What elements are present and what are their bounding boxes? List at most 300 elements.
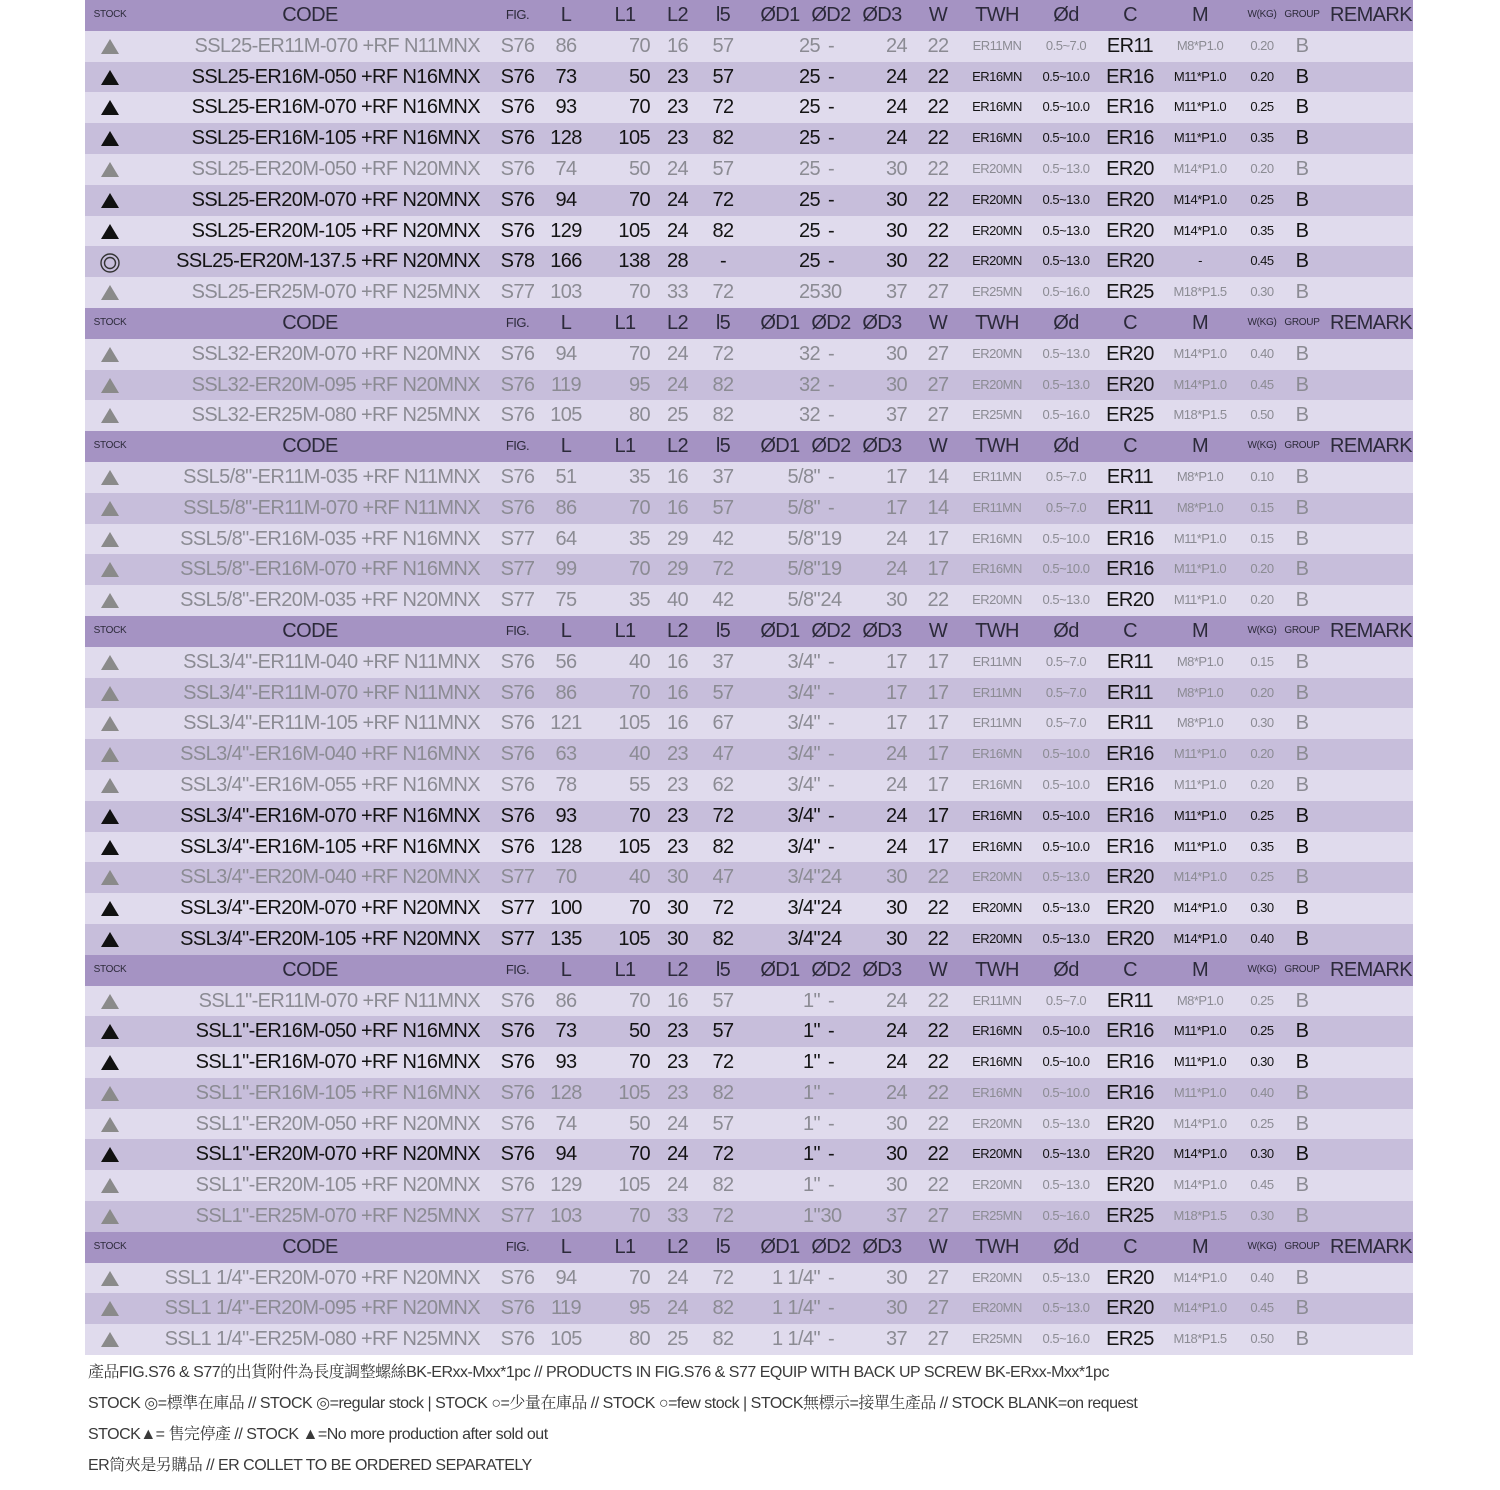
cell-twh: ER20MN	[972, 592, 1022, 608]
cell-l: 64	[555, 527, 577, 550]
cell-twh: ER11MN	[972, 992, 1022, 1008]
cell-l5: 57	[712, 681, 734, 704]
cell-w: 22	[927, 1174, 949, 1197]
cell-c: ER20	[1106, 342, 1154, 365]
header-remark: REMARK	[1330, 1235, 1412, 1258]
cell-group: B	[1295, 712, 1309, 735]
cell-w: 17	[927, 804, 949, 827]
cell-fig: S77	[500, 1205, 535, 1228]
cell-wkg: 0.45	[1250, 253, 1274, 269]
header-c: C	[1123, 619, 1137, 642]
cell-wkg: 0.25	[1250, 992, 1274, 1008]
cell-wkg: 0.15	[1250, 653, 1274, 669]
triangle-gray-icon	[85, 400, 135, 431]
cell-c: ER16	[1106, 96, 1154, 119]
cell-l5: 82	[712, 1297, 734, 1320]
cell-wkg: 0.25	[1250, 1115, 1274, 1131]
cell-fig: S76	[500, 496, 535, 519]
cell-d3: 30	[885, 188, 907, 211]
cell-d1: 25	[798, 281, 820, 304]
cell-d1: 25	[798, 127, 820, 150]
cell-wkg: 0.40	[1250, 1084, 1274, 1100]
cell-d2: -	[827, 804, 835, 827]
cell-d2: -	[827, 1266, 835, 1289]
cell-d3: 24	[885, 989, 907, 1012]
cell-remark	[1330, 862, 1412, 893]
cell-d3: 24	[885, 773, 907, 796]
cell-l: 105	[550, 1328, 582, 1351]
cell-w: 17	[927, 712, 949, 735]
cell-l1: 105	[618, 1081, 650, 1104]
header-group: GROUP	[1284, 316, 1320, 328]
header-l1: L1	[614, 435, 636, 458]
header-d2: ØD2	[811, 1235, 851, 1258]
cell-code: SSL3/4"-ER16M-070 +RF N16MNX	[180, 804, 480, 827]
cell-dd: 0.5~13.0	[1042, 1300, 1090, 1316]
cell-m: M11*P1.0	[1173, 1054, 1227, 1070]
cell-l1: 70	[628, 188, 650, 211]
cell-m: M11*P1.0	[1173, 561, 1227, 577]
header-code: CODE	[282, 619, 338, 642]
cell-w: 22	[927, 219, 949, 242]
header-l: L	[560, 958, 572, 981]
cell-d3: 24	[885, 835, 907, 858]
cell-l1: 70	[628, 281, 650, 304]
header-d2: ØD2	[811, 311, 851, 334]
cell-group: B	[1295, 1020, 1309, 1043]
triangle-gray-icon	[85, 647, 135, 678]
header-fig: FIG.	[505, 1238, 530, 1254]
cell-m: M8*P1.0	[1176, 499, 1224, 515]
cell-twh: ER16MN	[972, 561, 1022, 577]
cell-m: M8*P1.0	[1176, 653, 1224, 669]
cell-d2: -	[827, 650, 835, 673]
cell-fig: S76	[500, 1143, 535, 1166]
cell-twh: ER11MN	[972, 715, 1022, 731]
table-row	[85, 277, 1413, 308]
header-l2: L2	[666, 4, 689, 26]
cell-d1: 3/4"	[787, 681, 820, 704]
cell-d1: 3/4"	[787, 712, 820, 735]
cell-twh: ER11MN	[972, 37, 1022, 53]
cell-dd: 0.5~10.0	[1042, 1084, 1090, 1100]
cell-remark	[1330, 986, 1412, 1017]
cell-wkg: 0.20	[1250, 746, 1274, 762]
table-header-row	[85, 431, 1413, 462]
cell-l5: 72	[712, 1205, 734, 1228]
cell-w: 22	[927, 866, 949, 889]
cell-l: 51	[555, 465, 577, 488]
cell-remark	[1330, 1047, 1412, 1078]
table-row	[85, 801, 1413, 832]
cell-dd: 0.5~13.0	[1042, 900, 1090, 916]
cell-group: B	[1295, 927, 1309, 950]
cell-c: ER16	[1106, 743, 1154, 766]
header-d1: ØD1	[760, 619, 800, 642]
cell-w: 27	[927, 1297, 949, 1320]
cell-twh: ER20MN	[972, 376, 1022, 392]
cell-m: M11*P1.0	[1173, 746, 1227, 762]
cell-d3: 17	[885, 650, 907, 673]
cell-remark	[1330, 462, 1412, 493]
cell-d2: 19	[820, 558, 842, 581]
cell-c: ER16	[1106, 804, 1154, 827]
cell-d2: -	[827, 373, 835, 396]
cell-code: SSL25-ER20M-137.5 +RF N20MNX	[176, 250, 480, 273]
cell-l: 166	[550, 250, 582, 273]
cell-l2: 24	[666, 342, 689, 365]
triangle-gray-icon	[85, 1263, 135, 1294]
cell-l5: 57	[712, 989, 734, 1012]
cell-fig: S77	[500, 927, 535, 950]
cell-remark	[1330, 154, 1412, 185]
header-fig: FIG.	[505, 438, 530, 454]
triangle-gray-icon	[85, 1170, 135, 1201]
cell-w: 27	[927, 373, 949, 396]
cell-w: 17	[927, 558, 949, 581]
cell-wkg: 0.30	[1250, 1208, 1274, 1224]
cell-twh: ER16MN	[972, 1023, 1022, 1039]
cell-l2: 23	[666, 773, 689, 796]
cell-m: M11*P1.0	[1173, 99, 1227, 115]
cell-group: B	[1295, 835, 1309, 858]
header-d3: ØD3	[862, 1235, 902, 1258]
cell-fig: S76	[500, 1174, 535, 1197]
cell-l1: 70	[628, 681, 650, 704]
cell-m: M8*P1.0	[1176, 684, 1224, 700]
header-c: C	[1123, 311, 1137, 334]
cell-wkg: 0.40	[1250, 930, 1274, 946]
cell-l5: 62	[712, 773, 734, 796]
cell-l1: 70	[628, 1205, 650, 1228]
cell-wkg: 0.45	[1250, 1300, 1274, 1316]
cell-l2: 16	[666, 465, 689, 488]
triangle-gray-icon	[85, 708, 135, 739]
cell-dd: 0.5~16.0	[1042, 407, 1090, 423]
cell-d3: 24	[885, 1081, 907, 1104]
header-d2: ØD2	[811, 435, 851, 458]
header-group: GROUP	[1284, 624, 1320, 636]
cell-l1: 70	[628, 342, 650, 365]
cell-l: 86	[555, 34, 577, 57]
header-m: M	[1191, 619, 1209, 642]
cell-dd: 0.5~7.0	[1045, 992, 1087, 1008]
cell-l5: 72	[712, 897, 734, 920]
cell-d2: -	[827, 1020, 835, 1043]
cell-wkg: 0.50	[1250, 407, 1274, 423]
cell-group: B	[1295, 589, 1309, 612]
cell-dd: 0.5~7.0	[1045, 499, 1087, 515]
header-w: W	[928, 1235, 948, 1258]
cell-l1: 80	[628, 1328, 650, 1351]
cell-code: SSL25-ER16M-070 +RF N16MNX	[191, 96, 480, 119]
header-fig: FIG.	[505, 622, 530, 638]
header-l: L	[560, 311, 572, 334]
cell-code: SSL1"-ER16M-050 +RF N16MNX	[195, 1020, 480, 1043]
header-l5: l5	[715, 4, 731, 26]
cell-remark	[1330, 770, 1412, 801]
header-c: C	[1123, 4, 1137, 26]
cell-twh: ER20MN	[972, 1146, 1022, 1162]
cell-remark	[1330, 585, 1412, 616]
cell-l2: 23	[666, 127, 689, 150]
cell-m: M14*P1.0	[1173, 900, 1227, 916]
cell-c: ER11	[1106, 681, 1154, 704]
header-l: L	[560, 435, 572, 458]
cell-d1: 25	[798, 34, 820, 57]
cell-l1: 138	[618, 250, 650, 273]
cell-fig: S76	[500, 342, 535, 365]
cell-d2: -	[827, 1081, 835, 1104]
cell-l5: 82	[712, 1081, 734, 1104]
header-remark: REMARK	[1330, 435, 1412, 458]
cell-l: 93	[555, 1051, 577, 1074]
header-stock: STOCK	[93, 963, 127, 975]
cell-group: B	[1295, 496, 1309, 519]
cell-twh: ER11MN	[972, 468, 1022, 484]
cell-l2: 24	[666, 219, 689, 242]
cell-wkg: 0.30	[1250, 900, 1274, 916]
cell-twh: ER20MN	[972, 253, 1022, 269]
header-twh: TWH	[975, 958, 1019, 981]
cell-dd: 0.5~16.0	[1042, 1331, 1090, 1347]
cell-d3: 24	[885, 1020, 907, 1043]
cell-c: ER20	[1106, 188, 1154, 211]
cell-d1: 1 1/4"	[772, 1266, 820, 1289]
cell-w: 22	[927, 1020, 949, 1043]
cell-w: 17	[927, 773, 949, 796]
cell-l: 93	[555, 804, 577, 827]
cell-l1: 105	[618, 219, 650, 242]
cell-l1: 105	[618, 927, 650, 950]
table-row	[85, 1016, 1413, 1047]
header-d2: ØD2	[811, 619, 851, 642]
cell-dd: 0.5~13.0	[1042, 191, 1090, 207]
cell-l2: 23	[666, 1020, 689, 1043]
cell-d2: 30	[820, 1205, 842, 1228]
cell-l5: 67	[712, 712, 734, 735]
cell-c: ER20	[1106, 897, 1154, 920]
cell-l5: 57	[712, 34, 734, 57]
cell-m: M11*P1.0	[1173, 68, 1227, 84]
cell-c: ER16	[1106, 65, 1154, 88]
cell-c: ER25	[1106, 1205, 1154, 1228]
cell-wkg: 0.20	[1250, 592, 1274, 608]
cell-wkg: 0.20	[1250, 37, 1274, 53]
header-w: W	[928, 958, 948, 981]
triangle-gray-icon	[85, 678, 135, 709]
cell-w: 27	[927, 404, 949, 427]
cell-wkg: 0.20	[1250, 561, 1274, 577]
cell-code: SSL3/4"-ER11M-105 +RF N11MNX	[183, 712, 480, 735]
cell-twh: ER16MN	[972, 530, 1022, 546]
cell-dd: 0.5~10.0	[1042, 776, 1090, 792]
cell-d2: -	[827, 250, 835, 273]
cell-code: SSL3/4"-ER11M-070 +RF N11MNX	[183, 681, 480, 704]
cell-l: 74	[555, 1112, 577, 1135]
cell-l: 73	[555, 65, 577, 88]
note-stock-legend: STOCK ◎=標準在庫品 // STOCK ◎=regular stock | STOCK ○=少量在庫品 // STOCK ○=few stock | STOCK無標示=接單生產品 // STOCK BLANK=on request	[88, 1395, 1138, 1412]
cell-d2: 30	[820, 281, 842, 304]
cell-code: SSL32-ER20M-070 +RF N20MNX	[191, 342, 480, 365]
cell-c: ER20	[1106, 1297, 1154, 1320]
cell-fig: S78	[500, 250, 535, 273]
header-remark: REMARK	[1330, 958, 1412, 981]
cell-l: 86	[555, 681, 577, 704]
cell-dd: 0.5~13.0	[1042, 1146, 1090, 1162]
cell-remark	[1330, 647, 1412, 678]
cell-remark	[1330, 400, 1412, 431]
header-code: CODE	[282, 958, 338, 981]
cell-l1: 70	[628, 1266, 650, 1289]
cell-d3: 30	[885, 219, 907, 242]
cell-remark	[1330, 739, 1412, 770]
header-dd: Ød	[1053, 1235, 1079, 1258]
cell-m: M11*P1.0	[1173, 776, 1227, 792]
cell-l: 129	[550, 1174, 582, 1197]
table-row	[85, 585, 1413, 616]
cell-l2: 24	[666, 1266, 689, 1289]
header-dd: Ød	[1053, 619, 1079, 642]
cell-d2: -	[827, 835, 835, 858]
table-row	[85, 1139, 1413, 1170]
cell-remark	[1330, 370, 1412, 401]
cell-c: ER16	[1106, 1081, 1154, 1104]
cell-d2: -	[827, 404, 835, 427]
cell-l2: 40	[666, 589, 689, 612]
cell-l1: 40	[628, 866, 650, 889]
triangle-gray-icon	[85, 462, 135, 493]
cell-wkg: 0.25	[1250, 807, 1274, 823]
cell-d1: 3/4"	[787, 804, 820, 827]
cell-twh: ER11MN	[972, 653, 1022, 669]
table-row	[85, 62, 1413, 93]
cell-wkg: 0.15	[1250, 499, 1274, 515]
cell-remark	[1330, 1078, 1412, 1109]
cell-remark	[1330, 31, 1412, 62]
cell-d3: 30	[885, 1266, 907, 1289]
cell-d3: 37	[885, 1328, 907, 1351]
cell-m: M18*P1.5	[1173, 1208, 1227, 1224]
triangle-black-icon	[85, 893, 135, 924]
cell-dd: 0.5~10.0	[1042, 1054, 1090, 1070]
cell-twh: ER20MN	[972, 160, 1022, 176]
cell-l5: 57	[712, 65, 734, 88]
triangle-gray-icon	[85, 154, 135, 185]
cell-twh: ER20MN	[972, 1269, 1022, 1285]
header-l5: l5	[715, 435, 731, 458]
cell-l1: 50	[628, 157, 650, 180]
cell-group: B	[1295, 465, 1309, 488]
cell-fig: S77	[500, 281, 535, 304]
cell-dd: 0.5~13.0	[1042, 1269, 1090, 1285]
cell-l5: 57	[712, 1112, 734, 1135]
cell-wkg: 0.30	[1250, 284, 1274, 300]
cell-d2: -	[827, 1112, 835, 1135]
cell-d2: -	[827, 773, 835, 796]
header-dd: Ød	[1053, 311, 1079, 334]
cell-fig: S77	[500, 589, 535, 612]
cell-l5: 82	[712, 404, 734, 427]
cell-twh: ER20MN	[972, 930, 1022, 946]
cell-l1: 35	[628, 527, 650, 550]
cell-d1: 25	[798, 219, 820, 242]
header-d3: ØD3	[862, 4, 902, 26]
cell-c: ER16	[1106, 835, 1154, 858]
cell-d3: 17	[885, 681, 907, 704]
cell-dd: 0.5~13.0	[1042, 869, 1090, 885]
cell-group: B	[1295, 1328, 1309, 1351]
cell-w: 22	[927, 989, 949, 1012]
cell-code: SSL5/8"-ER16M-035 +RF N16MNX	[180, 527, 480, 550]
cell-m: M11*P1.0	[1173, 530, 1227, 546]
cell-m: M8*P1.0	[1176, 37, 1224, 53]
header-l: L	[560, 4, 572, 26]
cell-group: B	[1295, 866, 1309, 889]
cell-dd: 0.5~7.0	[1045, 468, 1087, 484]
cell-remark	[1330, 1324, 1412, 1355]
cell-twh: ER20MN	[972, 1115, 1022, 1131]
table-row	[85, 493, 1413, 524]
note-collet: ER筒夾是另購品 // ER COLLET TO BE ORDERED SEPARATELY	[88, 1457, 532, 1474]
cell-wkg: 0.45	[1250, 376, 1274, 392]
footnotes	[88, 1357, 1408, 1481]
cell-d1: 3/4"	[787, 866, 820, 889]
cell-twh: ER20MN	[972, 869, 1022, 885]
header-twh: TWH	[975, 619, 1019, 642]
table-row	[85, 647, 1413, 678]
header-dd: Ød	[1053, 4, 1079, 26]
header-l5: l5	[715, 958, 731, 981]
cell-w: 27	[927, 342, 949, 365]
cell-code: SSL25-ER20M-050 +RF N20MNX	[191, 157, 480, 180]
cell-l5: 47	[712, 866, 734, 889]
cell-wkg: 0.35	[1250, 222, 1274, 238]
cell-code: SSL3/4"-ER20M-070 +RF N20MNX	[180, 897, 480, 920]
cell-l: 119	[550, 373, 582, 396]
cell-l2: 23	[666, 835, 689, 858]
cell-c: ER11	[1106, 712, 1154, 735]
cell-twh: ER20MN	[972, 900, 1022, 916]
cell-group: B	[1295, 342, 1309, 365]
cell-group: B	[1295, 188, 1309, 211]
cell-l5: 42	[712, 527, 734, 550]
cell-wkg: 0.30	[1250, 1054, 1274, 1070]
triangle-gray-icon	[85, 585, 135, 616]
cell-fig: S76	[500, 157, 535, 180]
header-d1: ØD1	[760, 4, 800, 26]
cell-m: M14*P1.0	[1173, 1300, 1227, 1316]
cell-l: 73	[555, 1020, 577, 1043]
note-discontinued: STOCK▲= 售完停產 // STOCK ▲=No more production after sold out	[88, 1426, 548, 1443]
cell-group: B	[1295, 127, 1309, 150]
table-row	[85, 739, 1413, 770]
cell-l5: 37	[712, 465, 734, 488]
cell-dd: 0.5~10.0	[1042, 807, 1090, 823]
header-group: GROUP	[1284, 963, 1320, 975]
triangle-gray-icon	[85, 524, 135, 555]
cell-d2: -	[827, 34, 835, 57]
cell-l1: 95	[628, 373, 650, 396]
cell-group: B	[1295, 1081, 1309, 1104]
table-row	[85, 339, 1413, 370]
cell-remark	[1330, 801, 1412, 832]
cell-dd: 0.5~13.0	[1042, 376, 1090, 392]
cell-code: SSL25-ER11M-070 +RF N11MNX	[194, 34, 480, 57]
cell-m: M14*P1.0	[1173, 1269, 1227, 1285]
cell-l: 103	[550, 281, 582, 304]
cell-m: M11*P1.0	[1173, 1084, 1227, 1100]
